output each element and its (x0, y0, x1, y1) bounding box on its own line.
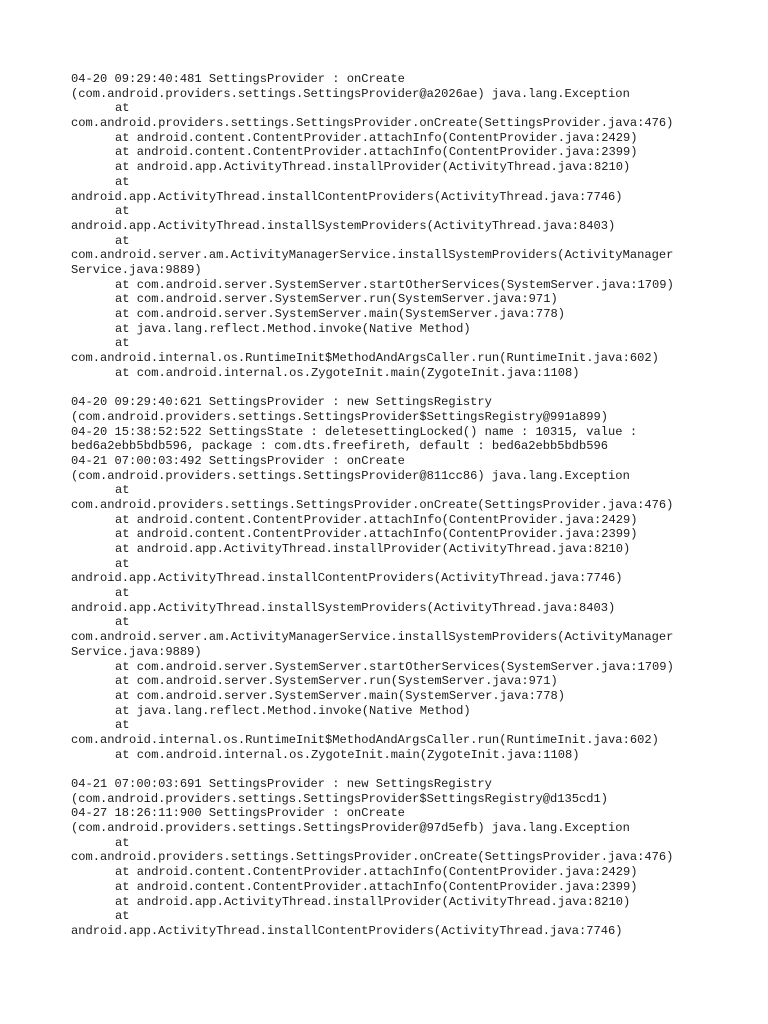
stack-frame-line: at java.lang.reflect.Method.invoke(Native Method) (115, 703, 471, 718)
stack-frame-line: at com.android.internal.os.ZygoteInit.main(ZygoteInit.java:1108) (115, 365, 580, 380)
log-entry-line: 04-20 15:38:52:522 SettingsState : deletesettingLocked() name : 10315, value : (71, 424, 638, 439)
log-entry-line: (com.android.providers.settings.SettingsProvider@a2026ae) java.lang.Exception (71, 86, 630, 101)
stack-frame-line: at (115, 101, 130, 116)
log-entry-line: com.android.providers.settings.SettingsProvider.onCreate(SettingsProvider.java:476) (71, 497, 674, 512)
stack-frame-line: at android.content.ContentProvider.attachInfo(ContentProvider.java:2429) (115, 512, 638, 527)
log-entry-line: Service.java:9889) (71, 644, 202, 659)
log-entry-line: com.android.server.am.ActivityManagerService.installSystemProviders(ActivityManager (71, 248, 674, 263)
stack-frame-line: at (115, 615, 130, 630)
log-entry-line: android.app.ActivityThread.installContentProviders(ActivityThread.java:7746) (71, 571, 623, 586)
stack-frame-line: at com.android.server.SystemServer.startOtherServices(SystemServer.java:1709) (115, 277, 674, 292)
log-entry-line: android.app.ActivityThread.installContentProviders(ActivityThread.java:7746) (71, 923, 623, 938)
stack-frame-line: at com.android.server.SystemServer.main(SystemServer.java:778) (115, 688, 565, 703)
stack-frame-line: at android.app.ActivityThread.installProvider(ActivityThread.java:8210) (115, 542, 631, 556)
log-entry-line: com.android.providers.settings.SettingsProvider.onCreate(SettingsProvider.java:476) (71, 850, 674, 865)
stack-frame-line: at com.android.server.SystemServer.startOtherServices(SystemServer.java:1709) (115, 659, 674, 674)
log-entry-line: (com.android.providers.settings.SettingsProvider$SettingsRegistry@991a899) (71, 409, 609, 424)
stack-frame-line: at android.content.ContentProvider.attachInfo(ContentProvider.java:2429) (115, 865, 638, 880)
log-entry-line: com.android.providers.settings.SettingsProvider.onCreate(SettingsProvider.java:476) (71, 116, 674, 131)
log-entry-line: 04-27 18:26:11:900 SettingsProvider : onCreate (71, 806, 405, 821)
stack-frame-line: at (115, 174, 130, 189)
stack-frame-line: at com.android.server.SystemServer.main(SystemServer.java:778) (115, 307, 565, 321)
stack-frame-line: at (115, 336, 130, 351)
log-entry-line: com.android.internal.os.RuntimeInit$MethodAndArgsCaller.run(RuntimeInit.java:602) (71, 732, 659, 747)
stack-frame-line: at android.content.ContentProvider.attachInfo(ContentProvider.java:2399) (115, 527, 638, 542)
log-body (71, 72, 751, 939)
stack-frame-line: at java.lang.reflect.Method.invoke(Native Method) (115, 321, 471, 336)
log-entry-line: 04-21 07:00:03:492 SettingsProvider : onCreate (71, 453, 405, 468)
stack-frame-line: at (115, 204, 130, 219)
log-blank-line (71, 380, 751, 395)
log-document (71, 72, 751, 939)
stack-frame-line: at com.android.server.SystemServer.run(SystemServer.java:971) (115, 292, 558, 307)
log-entry-line: (com.android.providers.settings.SettingsProvider@97d5efb) java.lang.Exception (71, 821, 630, 836)
stack-frame-line: at (115, 718, 130, 733)
log-entry-line: 04-20 09:29:40:481 SettingsProvider : onCreate (71, 72, 405, 86)
stack-frame-line: at com.android.internal.os.ZygoteInit.main(ZygoteInit.java:1108) (115, 747, 580, 762)
log-entry-line: 04-21 07:00:03:691 SettingsProvider : new SettingsRegistry (71, 777, 492, 791)
log-entry-line: com.android.internal.os.RuntimeInit$MethodAndArgsCaller.run(RuntimeInit.java:602) (71, 351, 659, 366)
log-entry-line: (com.android.providers.settings.SettingsProvider@811cc86) java.lang.Exception (71, 468, 630, 483)
stack-frame-line: at (115, 835, 130, 850)
stack-frame-line: at android.content.ContentProvider.attachInfo(ContentProvider.java:2399) (115, 145, 638, 160)
log-entry-line: (com.android.providers.settings.SettingsProvider$SettingsRegistry@d135cd1) (71, 791, 609, 806)
log-entry-line: 04-20 09:29:40:621 SettingsProvider : new SettingsRegistry (71, 395, 492, 410)
stack-frame-line: at (115, 909, 130, 924)
stack-frame-line: at (115, 556, 130, 571)
log-entry-line: android.app.ActivityThread.installContentProviders(ActivityThread.java:7746) (71, 189, 623, 204)
stack-frame-line: at (115, 586, 130, 601)
stack-frame-line: at com.android.server.SystemServer.run(SystemServer.java:971) (115, 674, 558, 689)
log-entry-line: bed6a2ebb5bdb596, package : com.dts.freefireth, default : bed6a2ebb5bdb596 (71, 439, 609, 454)
stack-frame-line: at (115, 233, 130, 248)
log-entry-line: android.app.ActivityThread.installSystemProviders(ActivityThread.java:8403) (71, 600, 616, 615)
stack-frame-line: at android.app.ActivityThread.installProvider(ActivityThread.java:8210) (115, 894, 631, 909)
log-entry-line: com.android.server.am.ActivityManagerService.installSystemProviders(ActivityManager (71, 630, 674, 645)
log-entry-line: android.app.ActivityThread.installSystemProviders(ActivityThread.java:8403) (71, 218, 616, 233)
log-entry-line: Service.java:9889) (71, 262, 202, 277)
stack-frame-line: at (115, 483, 130, 498)
stack-frame-line: at android.app.ActivityThread.installProvider(ActivityThread.java:8210) (115, 160, 631, 175)
stack-frame-line: at android.content.ContentProvider.attachInfo(ContentProvider.java:2429) (115, 130, 638, 145)
log-blank-line (71, 762, 751, 777)
stack-frame-line: at android.content.ContentProvider.attachInfo(ContentProvider.java:2399) (115, 879, 638, 894)
